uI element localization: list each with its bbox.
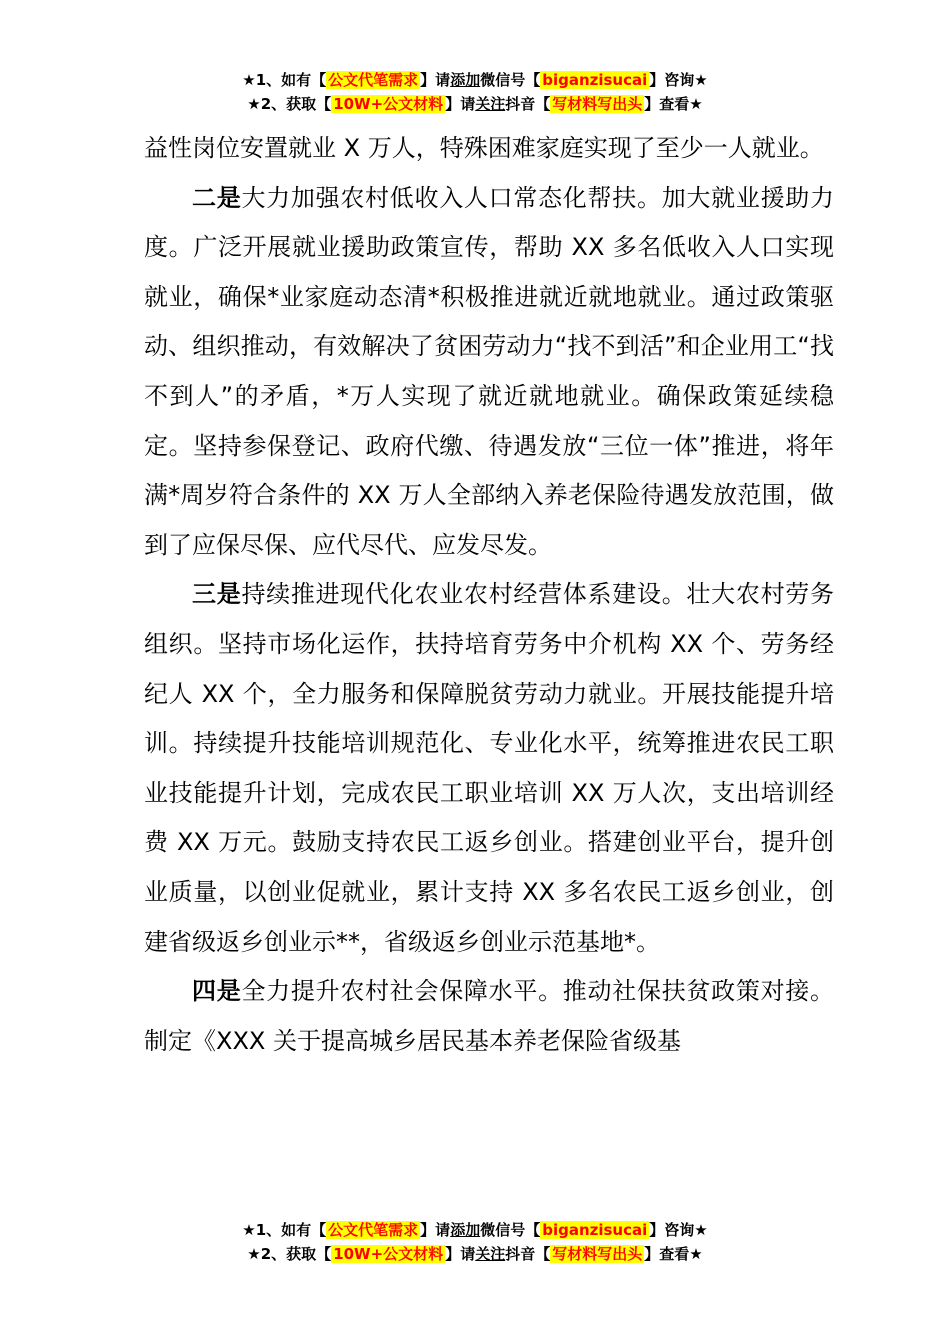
paragraph-four: 四是全力提升农村社会保障水平。推动社保扶贫政策对接。制定《XXX 关于提高城乡居民基本养老保险省级基 (144, 977, 835, 1055)
highlight-service: 公文代笔需求 (328, 1221, 419, 1239)
paragraph-lead: 三是 (192, 580, 242, 609)
highlight-douyin-account: 写材料写出头 (552, 1245, 643, 1263)
promo-banner-bottom (0, 1218, 950, 1266)
paragraph-lead: 四是 (192, 977, 242, 1006)
paragraph-two: 二是大力加强农村低收入人口常态化帮扶。加大就业援助力度。广泛开展就业援助政策宣传，帮助 XX 多名低收入人口实现就业，确保*业家庭动态清*积极推进就近就地就业。通过政策驱动、组织推动，有效解决了贫困劳动力“找不到活”和企业用工“找不到人”的矛盾，*万人实现了就近就地就业。确保政策延续稳定。坚持参保登记、政府代缴、待遇发放“三位一体”推进，将年满*周岁符合条件的 XX 万人全部纳入养老保险待遇发放范围，做到了应保尽保、应代尽代、应发尽发。 (144, 183, 835, 559)
highlight-wechat-id: biganzisucai (542, 71, 648, 89)
highlight-service: 公文代笔需求 (328, 71, 419, 89)
promo-line-1: ★1、如有【 公文代笔需求 】请添加微信号【 biganzisucai 】咨询★ (242, 71, 708, 89)
paragraph-lead: 二是 (192, 183, 242, 212)
promo-banner-top (0, 68, 950, 116)
highlight-wechat-id: biganzisucai (542, 1221, 648, 1239)
highlight-materials: 10W+公文材料 (333, 95, 444, 113)
paragraph-continuation: 益性岗位安置就业 X 万人，特殊困难家庭实现了至少一人就业。 (144, 134, 824, 162)
document-body (144, 124, 834, 1066)
promo-line-2: ★2、获取【 10W+公文材料 】请关注抖音【 写材料写出头 】查看★ (247, 1245, 703, 1263)
highlight-materials: 10W+公文材料 (333, 1245, 444, 1263)
highlight-douyin-account: 写材料写出头 (552, 95, 643, 113)
promo-line-2: ★2、获取【 10W+公文材料 】请关注抖音【 写材料写出头 】查看★ (247, 95, 703, 113)
paragraph-three: 三是持续推进现代化农业农村经营体系建设。壮大农村劳务组织。坚持市场化运作，扶持培育劳务中介机构 XX 个、劳务经纪人 XX 个，全力服务和保障脱贫劳动力就业。开展技能提升培训。持续提升技能培训规范化、专业化水平，统筹推进农民工职业技能提升计划，完成农民工职业培训 XX 万人次，支出培训经费 XX 万元。鼓励支持农民工返乡创业。搭建创业平台，提升创业质量，以创业促就业，累计支持 XX 多名农民工返乡创业，创建省级返乡创业示**，省级返乡创业示范基地*。 (144, 580, 835, 956)
promo-line-1: ★1、如有【 公文代笔需求 】请添加微信号【 biganzisucai 】咨询★ (242, 1221, 708, 1239)
